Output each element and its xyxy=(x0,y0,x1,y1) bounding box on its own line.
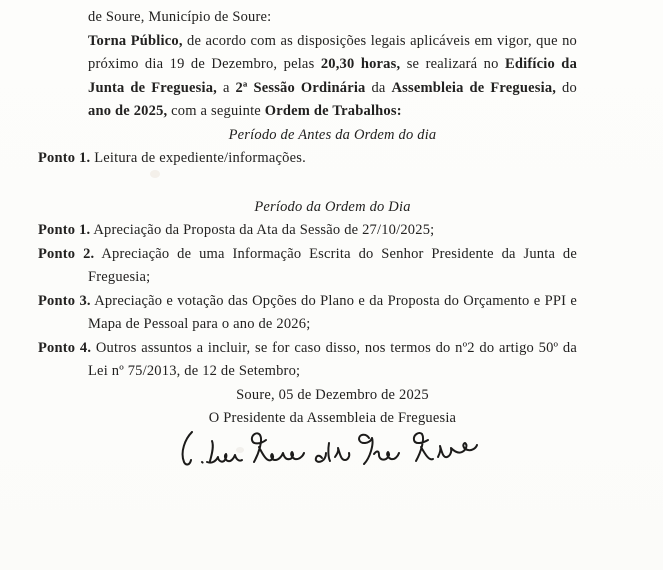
agenda-item-text: Apreciação e votação das Opções do Plano e da Proposta do Orçamento e PPI e Mapa de Pessoal para o ano de 2026; xyxy=(88,292,577,332)
agenda-item-order-1 xyxy=(38,219,577,243)
signature-handwriting xyxy=(176,431,486,471)
intro-line: de Soure, Município de Soure: xyxy=(88,9,272,25)
agenda-item-order-4 xyxy=(38,337,577,384)
agenda-item-label: Ponto 1. xyxy=(38,222,91,238)
agenda-item-label: Ponto 1. xyxy=(38,150,91,166)
agenda-item-before-1 xyxy=(38,147,577,171)
dateline: Soure, 05 de Dezembro de 2025 xyxy=(236,386,429,403)
agenda-item-text: Apreciação de uma Informação Escrita do Senhor Presidente da Junta de Freguesia; xyxy=(88,245,577,285)
agenda-item-label: Ponto 2. xyxy=(38,245,95,262)
agenda-item-text: Leitura de expediente/informações. xyxy=(94,150,306,166)
announcement-paragraph: Torna Público, de acordo com as disposições legais aplicáveis em vigor, que no próximo dia 19 de Dezembro, pelas 20,30 horas, se realizará no Edifício da Junta de Freguesia, a 2ª Sessão Ordinária da Assembleia de Freguesia, do ano de 2025, com a seguinte Ordem de Trabalhos: xyxy=(88,32,578,119)
scan-smudge xyxy=(150,170,160,178)
agenda-item-order-3 xyxy=(38,290,577,337)
agenda-item-text: Outros assuntos a incluir, se for caso disso, nos termos do nº2 do artigo 50º da Lei nº 75/2013, de 12 de Setembro; xyxy=(88,339,577,379)
section-heading-order-of-day: Período da Ordem do Dia xyxy=(254,198,411,215)
agenda-item-label: Ponto 3. xyxy=(38,292,91,309)
agenda-item-order-2 xyxy=(38,243,577,290)
signatory-title: O Presidente da Assembleia de Freguesia xyxy=(208,410,457,426)
section-heading-before-order: Período de Antes da Ordem do dia xyxy=(228,126,437,143)
agenda-item-text: Apreciação da Proposta da Ata da Sessão de 27/10/2025; xyxy=(93,222,435,238)
agenda-item-label: Ponto 4. xyxy=(38,339,92,356)
signature-strokes xyxy=(176,431,486,471)
